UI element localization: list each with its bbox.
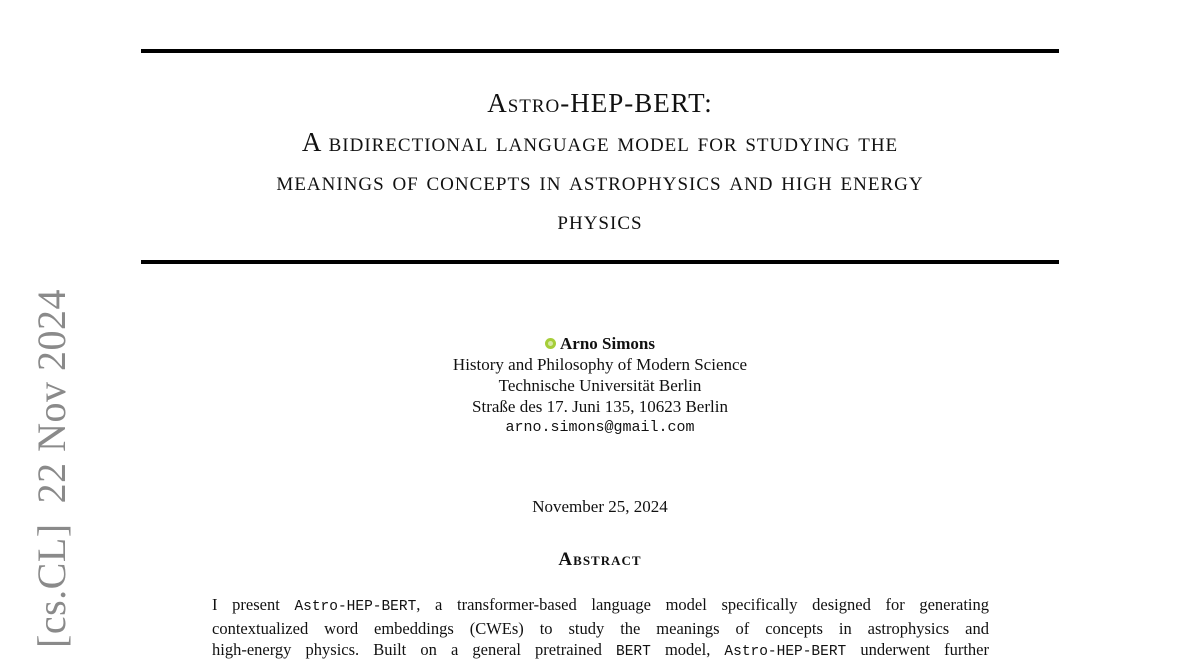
title-line-1: Astro-HEP-BERT: xyxy=(487,88,713,118)
title-line-4: physics xyxy=(557,205,643,235)
author-block xyxy=(300,333,900,438)
arxiv-side-stamp xyxy=(28,289,75,648)
title-line-2: A bidirectional language model for studying the xyxy=(301,127,899,157)
author-affiliation-2: Technische Universität Berlin xyxy=(498,376,702,395)
author-email[interactable]: arno.simons@gmail.com xyxy=(505,419,695,436)
paper-title xyxy=(141,84,1059,240)
arxiv-date: 22 Nov 2024 xyxy=(29,289,74,504)
abstract-text: , a transformer-based language model specifically designed for generating xyxy=(416,595,989,614)
abstract-line-1 xyxy=(212,594,989,618)
abstract-heading: Abstract xyxy=(558,549,642,570)
abstract-line-2: contextualized word embeddings (CWEs) to study the meanings of concepts in astrophysics and xyxy=(212,619,989,638)
abstract-line-3 xyxy=(212,639,989,663)
orcid-icon[interactable] xyxy=(545,338,556,349)
abstract-text: underwent further xyxy=(846,640,989,659)
abstract-text: I present xyxy=(212,595,295,614)
paper-date: November 25, 2024 xyxy=(532,497,668,516)
author-affiliation-1: History and Philosophy of Modern Science xyxy=(452,355,748,374)
title-line-3: meanings of concepts in astrophysics and high energy xyxy=(276,166,924,196)
author-name: Arno Simons xyxy=(560,334,655,353)
abstract-text: model, xyxy=(650,640,725,659)
author-address: Straße des 17. Juni 135, 10623 Berlin xyxy=(472,397,728,416)
model-name: Astro-HEP-BERT xyxy=(294,599,417,615)
model-name: Astro-HEP-BERT xyxy=(724,644,847,660)
bert-name: BERT xyxy=(616,644,651,660)
title-top-rule xyxy=(141,49,1059,53)
arxiv-category: [cs.CL] xyxy=(29,523,74,648)
author-name-line xyxy=(300,333,900,354)
abstract-body xyxy=(212,594,989,663)
abstract-text: high-energy physics. Built on a general pretrained xyxy=(212,640,617,659)
title-bottom-rule xyxy=(141,260,1059,264)
